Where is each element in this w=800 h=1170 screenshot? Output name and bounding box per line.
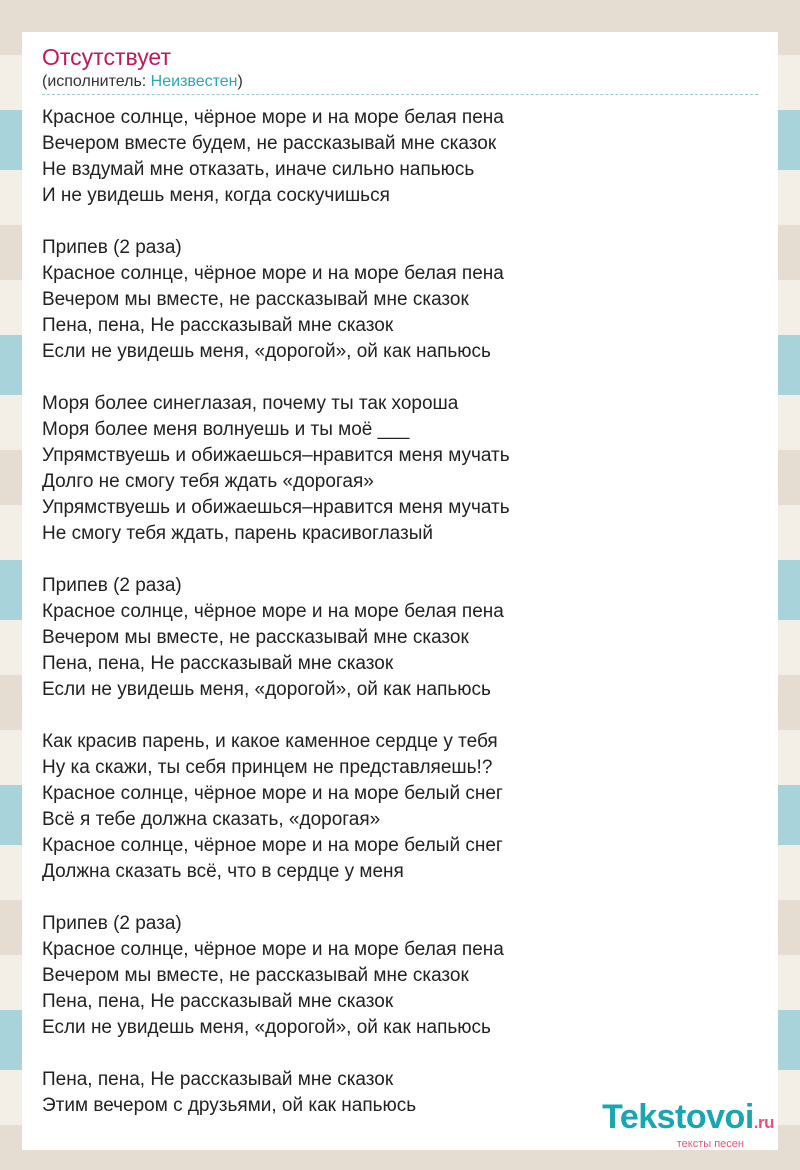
lyric-line: Долго не смогу тебя ждать «дорогая» — [42, 471, 374, 492]
stanza — [42, 729, 758, 885]
lyric-line: Моря более синеглазая, почему ты так хороша — [42, 393, 459, 414]
artist-line — [42, 72, 758, 95]
artist-prefix: (исполнитель: — [42, 73, 151, 90]
lyric-line: Красное солнце, чёрное море и на море белая пена — [42, 601, 504, 622]
lyric-line: Всё я тебе должна сказать, «дорогая» — [42, 809, 381, 830]
site-logo[interactable] — [602, 1100, 774, 1150]
stanza — [42, 391, 758, 547]
logo-wordmark — [602, 1100, 774, 1140]
stanza — [42, 105, 758, 209]
lyric-line: Если не увидешь меня, «дорогой», ой как напьюсь — [42, 1017, 491, 1038]
lyric-line: Как красив парень, и какое каменное сердце у тебя — [42, 731, 498, 752]
lyric-line: Припев (2 раза) — [42, 575, 182, 596]
lyric-line: Вечером мы вместе, не рассказывай мне сказок — [42, 965, 469, 986]
lyric-line: Упрямствуешь и обижаешься–нравится меня мучать — [42, 497, 510, 518]
lyric-line: Красное солнце, чёрное море и на море белый снег — [42, 835, 503, 856]
lyric-line: Красное солнце, чёрное море и на море белая пена — [42, 107, 504, 128]
logo-tagline: тексты песен — [676, 1138, 744, 1150]
lyric-line: Пена, пена, Не рассказывай мне сказок — [42, 991, 394, 1012]
lyrics-body — [42, 105, 758, 1119]
lyric-line: Красное солнце, чёрное море и на море белый снег — [42, 783, 503, 804]
stanza — [42, 911, 758, 1041]
lyric-line: Этим вечером с друзьями, ой как напьюсь — [42, 1095, 417, 1116]
logo-name: Tekstovoi — [602, 1098, 754, 1136]
lyric-line: Моря более меня волнуешь и ты моё ___ — [42, 419, 410, 440]
lyric-line: И не увидешь меня, когда соскучишься — [42, 185, 390, 206]
lyric-line: Не смогу тебя ждать, парень красивоглазый — [42, 523, 433, 544]
logo-domain-suffix: .ru — [753, 1113, 774, 1132]
lyric-line: Припев (2 раза) — [42, 237, 182, 258]
artist-suffix: ) — [237, 73, 243, 90]
song-title: Отсутствует — [42, 44, 171, 70]
stanza — [42, 573, 758, 703]
lyric-line: Упрямствуешь и обижаешься–нравится меня мучать — [42, 445, 510, 466]
lyric-line: Вечером мы вместе, не рассказывай мне сказок — [42, 627, 469, 648]
lyrics-card — [22, 32, 778, 1150]
lyric-line: Ну ка скажи, ты себя принцем не представляешь!? — [42, 757, 493, 778]
lyric-line: Красное солнце, чёрное море и на море белая пена — [42, 263, 504, 284]
lyric-line: Вечером вместе будем, не рассказывай мне сказок — [42, 133, 497, 154]
lyric-line: Припев (2 раза) — [42, 913, 182, 934]
artist-link[interactable]: Неизвестен — [150, 73, 238, 90]
lyric-line: Красное солнце, чёрное море и на море белая пена — [42, 939, 504, 960]
lyric-line: Пена, пена, Не рассказывай мне сказок — [42, 653, 394, 674]
lyric-line: Вечером мы вместе, не рассказывай мне сказок — [42, 289, 469, 310]
lyric-line: Должна сказать всё, что в сердце у меня — [42, 861, 404, 882]
lyric-line: Не вздумай мне отказать, иначе сильно напьюсь — [42, 159, 475, 180]
lyric-line: Пена, пена, Не рассказывай мне сказок — [42, 315, 394, 336]
stanza — [42, 235, 758, 365]
lyric-line: Если не увидешь меня, «дорогой», ой как напьюсь — [42, 341, 491, 362]
lyric-line: Пена, пена, Не рассказывай мне сказок — [42, 1069, 394, 1090]
lyric-line: Если не увидешь меня, «дорогой», ой как напьюсь — [42, 679, 491, 700]
